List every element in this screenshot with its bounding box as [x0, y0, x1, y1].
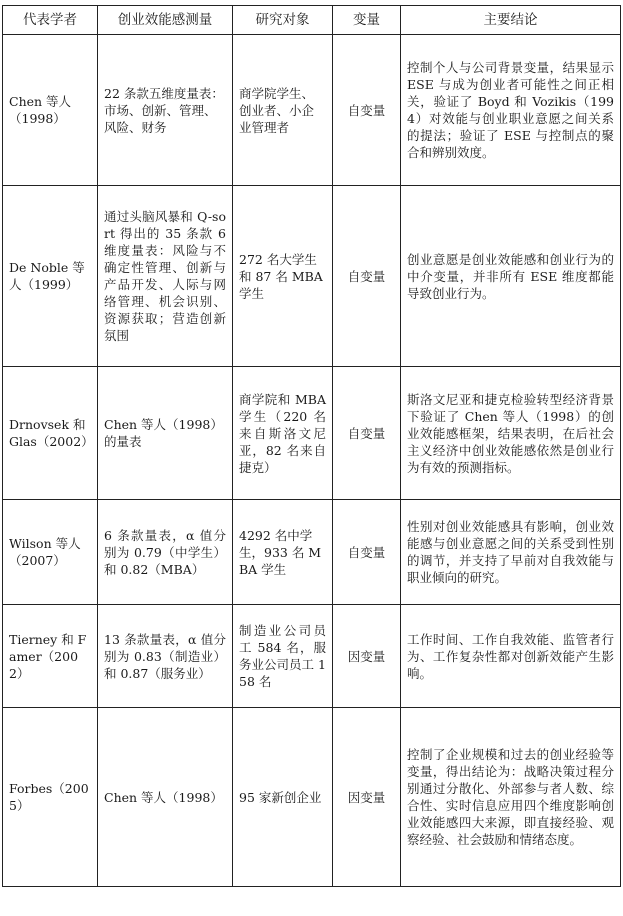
- cell-measure: 6 条款量表，α 值分别为 0.79（中学生）和 0.82（MBA）: [98, 500, 233, 605]
- cell-conclusion: 控制个人与公司背景变量，结果显示 ESE 与成为创业者可能性之间正相关，验证了 Boyd 和 Vozikis（1994）对效能与创业职业意愿之间关系的提法；验证了 ESE 与控制点的聚合和辨别效度。: [401, 35, 621, 186]
- cell-scholar: Drnovsek 和 Glas（2002）: [3, 367, 98, 500]
- table-row: [3, 605, 621, 708]
- header-scholar: 代表学者: [3, 6, 98, 35]
- cell-measure: 22 条款五维度量表：市场、创新、管理、风险、财务: [98, 35, 233, 186]
- cell-scholar: Wilson 等人（2007）: [3, 500, 98, 605]
- cell-subject: 制造业公司员工 584 名，服务业公司员工 158 名: [233, 605, 333, 708]
- header-subject: 研究对象: [233, 6, 333, 35]
- cell-measure: Chen 等人（1998）: [98, 708, 233, 887]
- header-variable: 变量: [333, 6, 401, 35]
- table-row: [3, 35, 621, 186]
- table-header-row: [3, 6, 621, 35]
- cell-conclusion: 控制了企业规模和过去的创业经验等变量，得出结论为：战略决策过程分别通过分散化、外部参与者人数、综合性、实时信息应用四个维度影响创业效能感四大来源，即直接经验、观察经验、社会鼓励和情绪态度。: [401, 708, 621, 887]
- cell-measure: 13 条款量表，α 值分别为 0.83（制造业）和 0.87（服务业）: [98, 605, 233, 708]
- cell-conclusion: 创业意愿是创业效能感和创业行为的中介变量，并非所有 ESE 维度都能导致创业行为。: [401, 186, 621, 367]
- table-row: [3, 708, 621, 887]
- cell-variable: 因变量: [333, 605, 401, 708]
- cell-measure: 通过头脑风暴和 Q-sort 得出的 35 条款 6 维度量表：风险与不确定性管理、创新与产品开发、人际与网络管理、机会识别、资源获取；营造创新氛围: [98, 186, 233, 367]
- cell-conclusion: 工作时间、工作自我效能、监管者行为、工作复杂性都对创新效能产生影响。: [401, 605, 621, 708]
- header-measure: 创业效能感测量: [98, 6, 233, 35]
- header-conclusion: 主要结论: [401, 6, 621, 35]
- table-row: [3, 500, 621, 605]
- cell-variable: 因变量: [333, 708, 401, 887]
- cell-subject: 商学院学生、创业者、小企业管理者: [233, 35, 333, 186]
- document-page: [2, 5, 620, 887]
- cell-subject: 272 名大学生和 87 名 MBA 学生: [233, 186, 333, 367]
- cell-variable: 自变量: [333, 500, 401, 605]
- cell-measure: Chen 等人（1998）的量表: [98, 367, 233, 500]
- cell-conclusion: 斯洛文尼亚和捷克检验转型经济背景下验证了 Chen 等人（1998）的创业效能感框架，结果表明，在后社会主义经济中创业效能感依然是创业行为有效的预测指标。: [401, 367, 621, 500]
- table-row: [3, 367, 621, 500]
- cell-scholar: Forbes（2005）: [3, 708, 98, 887]
- cell-variable: 自变量: [333, 35, 401, 186]
- cell-scholar: Tierney 和 Famer（2002）: [3, 605, 98, 708]
- cell-subject: 4292 名中学生，933 名 MBA 学生: [233, 500, 333, 605]
- cell-subject: 95 家新创企业: [233, 708, 333, 887]
- cell-variable: 自变量: [333, 367, 401, 500]
- cell-variable: 自变量: [333, 186, 401, 367]
- cell-subject: 商学院和 MBA 学生（220 名来自斯洛文尼亚，82 名来自捷克）: [233, 367, 333, 500]
- cell-scholar: Chen 等人（1998）: [3, 35, 98, 186]
- cell-conclusion: 性别对创业效能感具有影响，创业效能感与创业意愿之间的关系受到性别的调节，并支持了早前对自我效能与职业倾向的研究。: [401, 500, 621, 605]
- literature-table: [2, 5, 621, 887]
- cell-scholar: De Noble 等人（1999）: [3, 186, 98, 367]
- table-row: [3, 186, 621, 367]
